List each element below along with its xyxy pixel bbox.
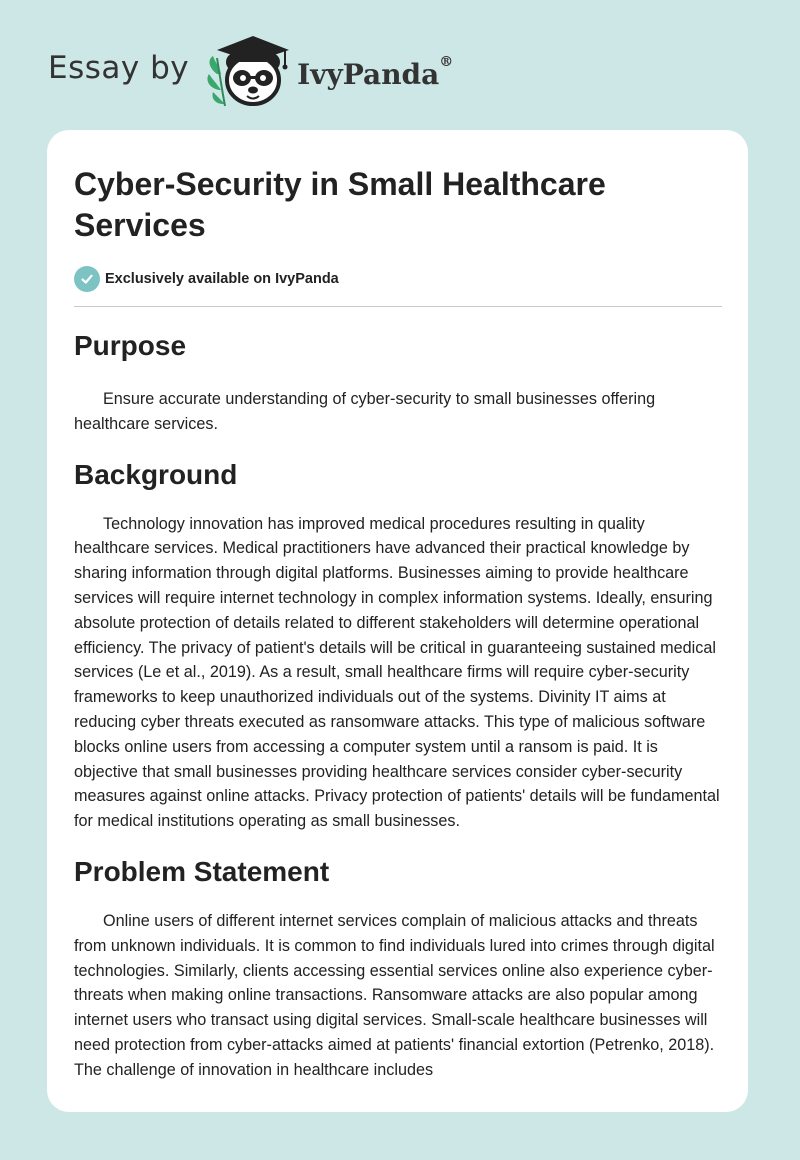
exclusive-badge [74, 266, 722, 292]
site-header [48, 34, 453, 110]
title-divider [74, 306, 722, 307]
essay-content [47, 130, 748, 1083]
registered-mark: ® [439, 53, 454, 70]
section-paragraph-purpose: Ensure accurate understanding of cyber-security to small businesses offering healthcare services. [74, 390, 656, 433]
section-problem-statement [74, 854, 722, 1083]
brand-name-text: IvyPanda [297, 57, 440, 91]
panda-graduate-logo-icon[interactable] [203, 34, 293, 110]
section-heading-purpose: Purpose [74, 330, 187, 361]
essay-card [47, 130, 748, 1112]
check-icon [74, 266, 100, 292]
essay-by-label: Essay by [48, 50, 190, 86]
exclusive-badge-text: Exclusively available on IvyPanda [105, 271, 339, 287]
essay-title: Cyber-Security in Small Healthcare Services [74, 166, 606, 243]
section-paragraph-background: Technology innovation has improved medical procedures resulting in quality healthcare services. Medical practitioners have advanced their practical knowledge by sharing information through digital platforms. Businesses aiming to provide healthcare services will require internet technology in complex information systems. Ideally, ensuring absolute protection of details related to different stakeholders will determine operational efficiency. The privacy of patient's details will be critical in guaranteeing sustained medical services (Le et al., 2019). As a result, small healthcare firms will require cyber-security frameworks to keep unauthorized individuals out of the systems. Divinity IT aims at reducing cyber threats executed as ransomware attacks. This type of malicious software blocks online users from accessing a computer system until a ransom is paid. It is objective that small businesses providing healthcare services consider cyber-security measures against online attacks. Privacy protection of patients' details will be fundamental for medical institutions operating as small businesses. [74, 514, 720, 831]
section-paragraph-problem-statement: Online users of different internet services complain of malicious attacks and threats from unknown individuals. It is common to find individuals lured into crimes through digital technologies. Similarly, clients accessing essential services online also experience cyber-threats when making online transactions. Ransomware attacks are also popular among internet users who transact using digital services. Small-scale healthcare businesses will need protection from cyber-attacks aimed at patients' financial extortion (Petrenko, 2018). The challenge of innovation in healthcare includes [74, 911, 715, 1079]
ivy-leaf-icon [208, 56, 226, 106]
ivypanda-wordmark[interactable] [297, 53, 454, 91]
section-purpose [74, 328, 722, 437]
section-background [74, 457, 722, 834]
section-heading-problem-statement: Problem Statement [74, 855, 330, 887]
section-heading-background: Background [74, 458, 238, 490]
